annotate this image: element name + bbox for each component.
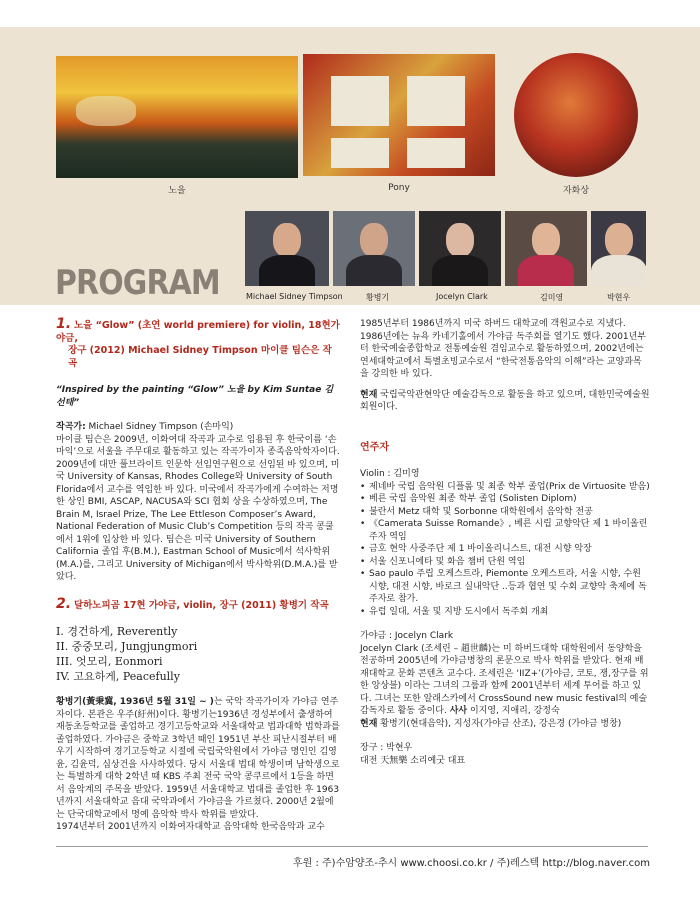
performer-photo bbox=[419, 211, 501, 286]
teacher-label: 사사 bbox=[449, 706, 468, 716]
top-margin bbox=[0, 0, 700, 27]
list-item: • 불란서 Metz 대학 및 Sorbonne 대학원에서 음악학 전공 bbox=[369, 506, 650, 519]
performer-name: 김미영 bbox=[540, 293, 564, 302]
inspired-note: “Inspired by the painting “Glow” 노을 by Kim Suntae 김선태” bbox=[56, 385, 334, 408]
movement: III. 엇모리, Eonmori bbox=[56, 655, 163, 668]
violin-label: Violin : 김미영 bbox=[360, 469, 420, 479]
performer-name: Michael Sidney Timpson bbox=[246, 292, 343, 301]
movement: II. 중중모리, Jungjungmori bbox=[56, 640, 198, 653]
current-text: 황병기(현대음악), 지성자(가야금 산조), 강은경 (가야금 병창) bbox=[377, 718, 622, 729]
item-number: 1. bbox=[56, 316, 72, 332]
current-label: 현재 bbox=[360, 389, 378, 400]
movement: IV. 고요하게, Peacefully bbox=[56, 670, 180, 683]
bio-name: 황병기(黃秉冀, 1936년 5월 31일 ~ ) bbox=[56, 697, 214, 707]
list-item: • Sao paulo 주립 오케스트라, Piemonte 오케스트라, 서울 시향, 수원 시향, 대전 시향, 바로크 실내악단 ..등과 협연 및 수회 교향악 축제에 독주자로 참가. bbox=[369, 568, 650, 606]
artwork-caption: 노을 bbox=[168, 186, 186, 196]
bio-text: 마이클 팀슨은 2009년, 이화여대 작곡과 교수로 임용된 후 한국이름 ‘손마익’으로 서울을 주무대로 활동하고 있는 작곡가이자 종족음악학자이다. 2009년에 대만 풀브라이트 인문학 선임연구원으로 선임된 바 있으며, 미국 University of Kansas, Rhodes College와 University of South Florida에서 교수를 역임한 바 있다. 미국에서 작곡가에게 수여하는 저명한 상인 BMI, ASCAP, NACUSA와 SCI 협회 상을 수상하였으며, The Brain M, Israel Prize, The Lee Ettleson Composer’s Award, National Federation of Music Club’s Competition 등의 작곡 콩쿨에서 1위에 입상한 바 있다. 팀슨은 미국 University of Southern California 졸업 후(B.M.), Eastman School of Music에서 석사학위(M.A.)를, 그리고 University of Michigan에서 박사학위(D.M.A.)를 받았다. bbox=[56, 434, 340, 582]
sponsor-footer: 후원 : 주)수암양조-추시 www.choosi.co.kr / 주)레스텍 http://blog.naver.com bbox=[292, 858, 650, 869]
artwork-caption: Pony bbox=[388, 183, 410, 193]
bio-text: 는 국악 작곡가이자 가야금 연주자이다. 본관은 우주(紆州)이다. 황병기는1936년 경성부에서 출생하여 재동초등학교를 졸업하고 경기고등학교와 서울대학교 법과대학 법학과를 졸업하였다. 가야금은 중학교 3학년 때인 1951년 부산 피난시절부터 배우기 시작하여 경기고등학교 시절에 국립국악원에서 가야금 명인인 김영윤, 김윤덕, 심상건을 사사하였다. 당시 서울대 법대 학생이며 남학생으로는 특별하게 대학 2학년 때 KBS 주최 전국 국악 콩쿠르에서 1등을 하면서 음악계의 주목을 받았다. 1959년 서울대학교 법대를 졸업한 후 1963년까지 서울대학교 음대 국악과에서 가야금을 가르쳤다. 2000년 2월에는 단국대학교에서 명예 음악학 박사 학위를 받았다. bbox=[56, 697, 340, 820]
janggu-label: 장구 : 박현우 bbox=[360, 743, 413, 753]
program-heading: PROGRAM bbox=[55, 263, 220, 303]
gayageum-label: 가야금 : Jocelyn Clark bbox=[360, 631, 454, 641]
artwork-caption: 자화상 bbox=[562, 186, 590, 196]
left-column bbox=[56, 318, 340, 834]
item-title: 장구 (2012) Michael Sidney Timpson 마이클 팀슨은 작곡 bbox=[68, 345, 332, 369]
janggu-text: 대전 天無樂 소리예굿 대표 bbox=[360, 755, 466, 766]
bio-label: 작곡가: bbox=[56, 422, 86, 432]
performer-photo bbox=[333, 211, 415, 286]
performer-photo bbox=[245, 211, 329, 286]
bio-continued: 1985년부터 1986년까지 미국 하버드 대학교에 객원교수로 지냈다. 1986년에는 뉴욕 카네기홀에서 가야금 독주회를 열기도 했다. 2001년부터 한국예술종합학교 전통예술원 겸임교수로 활동하였으며, 2002년에는 연세대학교에서 특별초빙교수로서 “한국전통음악의 이해”라는 교양과목을 강의한 바 있다. bbox=[360, 319, 647, 379]
list-item: • 베른 국립 음악원 최종 학부 졸업 (Solisten Diplom) bbox=[369, 493, 650, 506]
current-label: 현재 bbox=[360, 718, 378, 729]
right-column bbox=[360, 318, 650, 767]
bio-text: 1974년부터 2001년까지 이화여자대학교 음악대학 한국음악과 교수 bbox=[56, 822, 325, 832]
movement: I. 경건하게, Reverently bbox=[56, 625, 178, 638]
performers-heading: 연주자 bbox=[360, 441, 389, 453]
artwork-sunset bbox=[56, 56, 298, 178]
item-title: 달하노피곰 17현 가야금, violin, 장구 (2011) 황병기 작곡 bbox=[73, 599, 329, 611]
list-item: • 금호 현악 사중주단 제 1 바이올리니스트, 대전 시향 악장 bbox=[369, 543, 650, 556]
current-text: 국립국악관현악단 예술감독으로 활동을 하고 있으며, 대한민국예술원 회원이다. bbox=[360, 389, 650, 412]
performer-photo bbox=[591, 211, 646, 286]
artwork-self-portrait bbox=[514, 53, 638, 177]
list-item: • 《Camerata Suisse Romande》, 베른 시립 교향악단 제 1 바이올린 주자 역임 bbox=[369, 518, 650, 543]
performer-name: Jocelyn Clark bbox=[436, 292, 488, 301]
performer-photo bbox=[505, 211, 587, 286]
item-title: 노을 “Glow” (초연 world premiere) for violin, 18현가야금, bbox=[56, 320, 340, 344]
footer-divider bbox=[56, 846, 648, 847]
list-item: • 유럽 일대, 서울 및 지방 도시에서 독주회 개최 bbox=[369, 606, 650, 619]
gayageum-text: Jocelyn Clark (조세린 – 趙世麟)는 미 하버드대학 대학원에서 동양학을 전공하며 2005년에 가야금병창의 론문으로 박사 학위를 받았다. 현재 배재대학교 문화 콘텐츠 교수다. 조세린은 ‘IIZ+’(가야금, 코토, 쟁,장구를 위한 앙상블) 이라는 그녀의 그룹과 함께 2001년부터 세계 투어를 하고 있다. 그녀는 또한 알래스카에서 CrossSound new music festival의 예술감독자로 활동 중이다. bbox=[360, 643, 649, 716]
performer-name: 박현우 bbox=[607, 293, 631, 302]
artwork-pony bbox=[303, 54, 495, 176]
list-item: • 제네바 국립 음악원 디플롬 및 최종 학부 졸업(Prix de Virtuosite 받음) bbox=[369, 481, 650, 494]
list-item: • 서울 신포니에타 및 화음 챔버 단원 역임 bbox=[369, 556, 650, 569]
performer-name: 황병기 bbox=[366, 293, 390, 302]
bio-name: Michael Sidney Timpson (손마익) bbox=[85, 422, 234, 432]
violin-list bbox=[360, 481, 650, 619]
item-number: 2. bbox=[56, 595, 72, 612]
teacher-text: 이지영, 지애리, 강정숙 bbox=[467, 706, 560, 716]
